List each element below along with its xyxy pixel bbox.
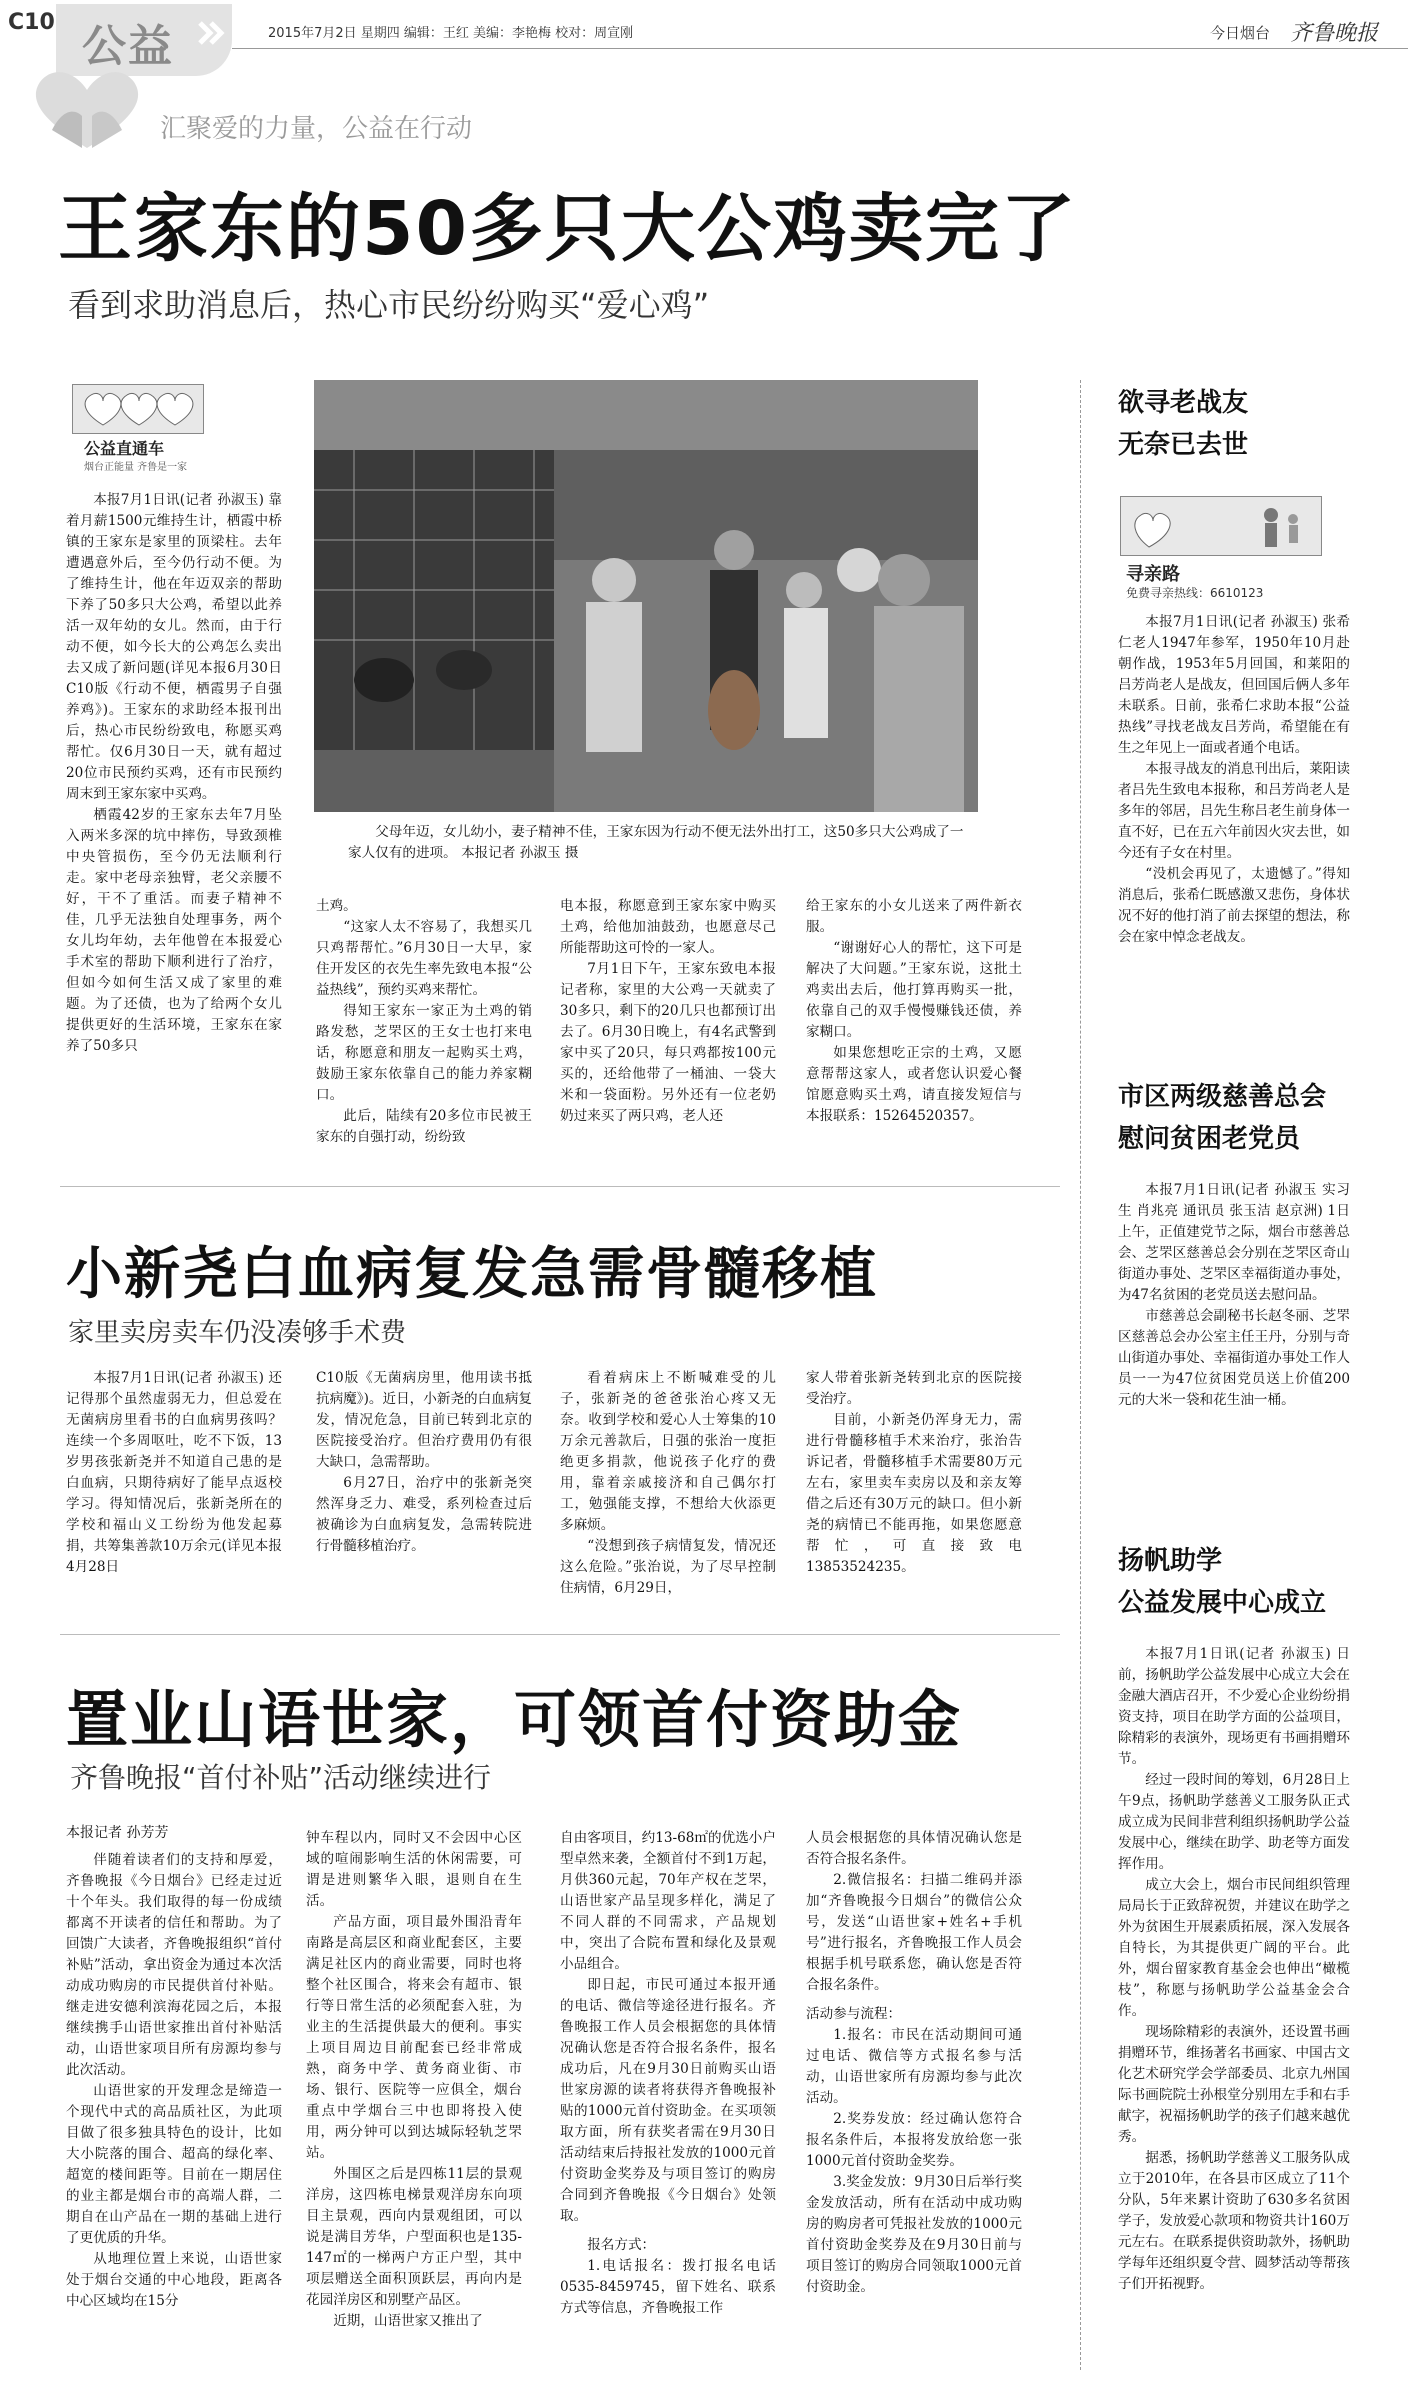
sidebar3-p2: 经过一段时间的筹划，6月28日上午9点，扬帆助学慈善义工服务队正式成立成为民间非营利组织扬帆助学公益发展中心，继续在助学、助老等方面发挥作用。 — [1118, 1772, 1350, 1872]
article2-subtitle: 家里卖房卖车仍没凑够手术费 — [68, 1318, 407, 1348]
article2-col4-start: 家人带着张新尧转到北京的医院接受治疗。 — [806, 1370, 1022, 1407]
article1-col4 — [806, 896, 1022, 1127]
sidebar3-p4: 现场除精彩的表演外，还设置书画捐赠环节，维扬著名书画家、中国古文化艺术研究学会学部委员、北京九州国际书画院院士孙根堂分别用左手和右手献字，祝福扬帆助学的孩子们越来越优秀。 — [1118, 2024, 1350, 2145]
sidebar3-title2: 公益发展中心成立 — [1118, 1588, 1327, 1618]
article1-title: 王家东的50多只大公鸡卖完了 — [58, 186, 1077, 272]
article1-col2-quote: “这家人太不容易了，我想买几只鸡帮帮忙。”6月30日一大早，家住开发区的衣先生率先致电本报“公益热线”，预约买鸡来帮忙。 — [316, 919, 532, 998]
heart-chain-icon — [73, 385, 203, 433]
article3-lead: 伴随着读者们的支持和厚爱，齐鲁晚报《今日烟台》已经走过近十个年头。我们取得的每一份成绩都离不开读者的信任和帮助。为了回馈广大读者，齐鲁晚报组织“首付补贴”活动，拿出资金为通过本次活动成功购房的市民提供首付补贴。继走进安德利滨海花园之后，本报继续携手山语世家推出首付补贴活动，山语世家项目所有房源均参与此次活动。 — [66, 1852, 282, 2078]
article3-col3-start: 自由客项目，约13-68㎡的优选小户型卓然来袭，全额首付不到1万起，月供360元起，70年产权在芝罘，山语世家产品呈现多样化，满足了不同人群的不同需求，产品规划中，突出了合院布置和绿化及景观小品组合。 — [560, 1830, 776, 1972]
sidebar1-p2: 本报寻战友的消息刊出后，莱阳读者吕先生致电本报称，和吕芳尚老人是多年的邻居，吕先生称吕老生前身体一直不好，已在五六年前因火灾去世，如今还有子女在村里。 — [1118, 761, 1350, 861]
article2-col2-p: 6月27日，治疗中的张新尧突然浑身乏力、难受，系列检查过后被确诊为白血病复发，急需转院进行骨髓移植治疗。 — [316, 1475, 532, 1554]
article1-col4-contact: 如果您想吃正宗的土鸡，又愿意帮帮这家人，或者您认识爱心餐馆愿意购买土鸡，请直接发短信与本报联系：15264520357。 — [806, 1045, 1022, 1124]
article2-bottom-rule — [60, 1634, 1060, 1635]
article1-col4-quote: “谢谢好心人的帮忙，这下可是解决了大问题。”王家东说，这批土鸡卖出去后，他打算再购买一批，依靠自己的双手慢慢赚钱还债，养家糊口。 — [806, 940, 1022, 1040]
article3-col4-step3: 3.奖金发放：9月30日后举行奖金发放活动，所有在活动中成功购房的购房者可凭报社发放的1000元首付资助金奖券及在9月30日前与项目签订的购房合同领取1000元首付资助金。 — [806, 2174, 1022, 2295]
column-logo-box — [72, 384, 204, 434]
article3-col2-end: 近期，山语世家又推出了 — [333, 2313, 483, 2329]
sidebar1-logo-title: 寻亲路 — [1126, 564, 1180, 585]
article3-title: 置业山语世家，可领首付资助金 — [66, 1683, 963, 1756]
article3-col3-p: 即日起，市民可通过本报开通的电话、微信等途径进行报名。齐鲁晚报工作人员会根据您的具体情况确认您是否符合报名条件，报名成功后，凡在9月30日前购买山语世家房源的读者将获得齐鲁晚报补贴的1000元首付资助金。在买项领取方面，所有获奖者需在9月30日活动结束后持报社发放的1000元首付资助金奖券及与项目签订的购房合同到齐鲁晚报《今日烟台》处领取。 — [560, 1977, 776, 2224]
chicken-photo — [314, 380, 978, 812]
article3-col4-step2: 2.奖券发放：经过确认您符合报名条件后，本报将发放给您一张1000元首付资助金奖券。 — [806, 2111, 1022, 2169]
column-logo-sub: 烟台正能量 齐鲁是一家 — [84, 462, 188, 473]
article1-col3 — [560, 896, 776, 1127]
article2-col4 — [806, 1368, 1022, 1578]
article3-col4-step1: 1.报名：市民在活动期间可通过电话、微信等方式报名参与活动，山语世家所有房源均参与此次活动。 — [806, 2027, 1022, 2106]
family-icon — [1121, 497, 1321, 555]
article2-lead: 本报7月1日讯(记者 孙淑玉) 还记得那个虽然虚弱无力，但总爱在无菌病房里看书的白血病男孩吗？连续一个多周呕吐，吃不下饭，13岁男孩张新尧并不知道自己患的是白血病，只期待病好了能早点返校学习。得知情况后，张新尧所在的学校和福山义工纷纷为他发起募捐，共筹集善款10万余元(详见本报4月28日 — [66, 1370, 282, 1575]
edition-label: 今日烟台 — [1210, 24, 1271, 42]
article1-para: 栖霞42岁的王家东去年7月坠入两米多深的坑中摔伤，导致颈椎中央管损伤，至今仍无法顺利行走。家中老母亲独臂，老父亲腰不好，干不了重活。而妻子精神不佳，几乎无法独自处理事务，两个女儿均年幼，去年他曾在本报爱心手术室的帮助下顺利进行了治疗，但如今如何生活又成了家里的难题。为了还债，也为了给两个女儿提供更好的生活环境，王家东在家养了50多只 — [66, 807, 282, 1054]
article1-bottom-rule — [60, 1186, 1060, 1187]
article3-col3-item: 1.电话报名：拨打报名电话0535-8459745，留下姓名、联系方式等信息，齐鲁晚报工作 — [560, 2258, 776, 2316]
paper-logo: 齐鲁晚报 — [1290, 21, 1379, 46]
sidebar3-title1: 扬帆助学 — [1118, 1546, 1223, 1576]
sidebar1-title2: 无奈已去世 — [1118, 430, 1249, 460]
article1-col2 — [316, 896, 532, 1148]
sidebar1-body — [1118, 612, 1350, 948]
article2-col3-start: 看着病床上不断喊难受的儿子，张新尧的爸爸张治心疼又无奈。收到学校和爱心人士筹集的10万余元善款后，日强的张治一度拒绝更多捐款，他说孩子化疗的费用，靠着亲戚接济和自己偶尔打工，勉强能支撑，不想给大伙添更多麻烦。 — [560, 1370, 776, 1533]
header-rule — [232, 48, 1408, 49]
article3-para: 山语世家的开发理念是缔造一个现代中式的高品质社区，为此项目做了很多独具特色的设计，比如大小院落的围合、超高的绿化率、超宽的楼间距等。目前在一期居住的业主都是烟台市的高端人群，二期自在山产品在一期的基础上进行了更优质的升华。 — [66, 2083, 282, 2246]
sidebar2-p2: 市慈善总会副秘书长赵冬丽、芝罘区慈善总会办公室主任王丹，分别与奇山街道办事处、幸福街道办事处工作人员一一为47位贫困党员送上价值200元的大米一袋和花生油一桶。 — [1118, 1308, 1350, 1408]
article3-col4-flow: 活动参与流程： — [806, 2006, 902, 2022]
article2-title: 小新尧白血病复发急需骨髓移植 — [66, 1242, 878, 1307]
article1-col2-end: 此后，陆续有20多位市民被王家东的自强打动，纷纷致 — [316, 1108, 532, 1145]
article1-col2-start: 土鸡。 — [316, 898, 357, 914]
article3-col2 — [306, 1828, 522, 2332]
chevron-icon — [196, 20, 226, 50]
article3-col4-wechat: 2.微信报名：扫描二维码并添加“齐鲁晚报今日烟台”的微信公众号，发送“山语世家+姓名+手机号”进行报名，齐鲁晚报工作人员会根据手机号联系您，确认您是否符合报名条件。 — [806, 1872, 1022, 1993]
sidebar1-hotline: 免费寻亲热线：6610123 — [1126, 586, 1264, 600]
sidebar1-p1: 本报7月1日讯(记者 孙淑玉) 张希仁老人1947年参军，1950年10月赴朝作战，1953年5月回国，和莱阳的吕芳尚老人是战友，但回国后俩人多年未联系。日前，张希仁求助本报“公益热线”寻找老战友吕芳尚，希望能在有生之年见上一面或者通个电话。 — [1118, 614, 1350, 756]
sidebar3-p3: 成立大会上，烟台市民间组织管理局局长于正致辞祝贺，并建议在助学之外为贫困生开展素质拓展，深入发展各自特长，为其提供更广阔的平台。此外，烟台留家教育基金会也伸出“橄榄枝”，称愿与扬帆助学公益基金会合作。 — [1118, 1877, 1350, 2019]
sidebar2-title1: 市区两级慈善总会 — [1118, 1082, 1327, 1112]
article1-col4-start: 给王家东的小女儿送来了两件新衣服。 — [806, 898, 1022, 935]
sidebar1-title1: 欲寻老战友 — [1118, 388, 1249, 418]
article3-byline: 本报记者 孙芳芳 — [66, 1825, 169, 1841]
article3-col1 — [66, 1850, 282, 2312]
heart-hands-icon — [22, 60, 152, 160]
article3-col2-p: 产品方面，项目最外围沿青年南路是高层区和商业配套区，主要满足社区内的商业需要，同时也将整个社区围合，将来会有超市、银行等日常生活的必须配套入驻，为业主的生活提供最大的便利。事实上项目周边目前配套已经非常成熟，商务中学、黄务商业街、市场、银行、医院等一应俱全，烟台重点中学烟台三中也即将投入使用，两分钟可以到达城际轻轨芝罘站。 — [306, 1914, 522, 2161]
article1-col3-start: 电本报，称愿意到王家东家中购买土鸡，给他加油鼓劲，也愿意尽己所能帮助这可怜的一家人。 — [560, 898, 776, 956]
article1-col3-p: 7月1日下午，王家东致电本报记者称，家里的大公鸡一天就卖了30多只，剩下的20几只也都预订出去了。6月30日晚上，有4名武警到家中买了20只，每只鸡都按100元买的，还给他带了一桶油、一袋大米和一袋面粉。另外还有一位老奶奶过来买了两只鸡，老人还 — [560, 961, 776, 1124]
article3-col3-label: 报名方式： — [587, 2237, 656, 2253]
sidebar3-p5: 据悉，扬帆助学慈善义工服务队成立于2010年，在各县市区成立了11个分队，5年来累计资助了630多名贫困学子，发放爱心款项和物资共计160万元左右。在联系提供资助款外，扬帆助学每年还组织夏令营、圆梦活动等帮孩子们开拓视野。 — [1118, 2150, 1350, 2292]
sidebar2-p1: 本报7月1日讯(记者 孙淑玉 实习生 肖兆亮 通讯员 张玉洁 赵京洲) 1日上午，正值建党节之际，烟台市慈善总会、芝罘区慈善总会分别在芝罘区奇山街道办事处、芝罘区幸福街道办事处，为47名贫困的老党员送去慰问品。 — [1118, 1182, 1350, 1303]
article2-col2 — [316, 1368, 532, 1557]
sidebar1-p3: “没机会再见了，太遗憾了。”得知消息后，张希仁既感激又悲伤，身体状况不好的他打消了前去探望的想法，称会在家中悼念老战友。 — [1118, 866, 1350, 945]
article3-col3 — [560, 1828, 776, 2319]
article3-col2-start: 钟车程以内，同时又不会因中心区域的喧闹影响生活的休闲需要，可谓是进则繁华入眼，退则自在生活。 — [306, 1830, 522, 1909]
sidebar2-title2: 慰问贫困老党员 — [1118, 1124, 1301, 1154]
article3-col4 — [806, 1828, 1022, 2298]
photo-illustration — [314, 380, 978, 812]
article2-col2-start: C10版《无菌病房里，他用读书抵抗病魔》)。近日，小新尧的白血病复发，情况危急，目前已转到北京的医院接受治疗。但治疗费用仍有很大缺口，急需帮助。 — [316, 1370, 533, 1470]
article1-col2-p: 得知王家东一家正为土鸡的销路发愁，芝罘区的王女士也打来电话，称愿意和朋友一起购买土鸡，鼓励王家东依靠自己的能力养家糊口。 — [316, 1003, 532, 1103]
page-number: C10 — [8, 10, 55, 35]
sidebar1-logo-box — [1120, 496, 1322, 556]
article3-col2-p2: 外围区之后是四栋11层的景观洋房，这四栋电梯景观洋房东向项目主景观，西向内景观组团，可以说是满目芳华，户型面积也是135-147㎡的一梯两户方正户型，其中项层赠送全面积顶跃层，再向内是花园洋房区和别墅产品区。 — [306, 2166, 522, 2308]
column-logo-title: 公益直通车 — [84, 439, 165, 458]
sidebar3-p1: 本报7月1日讯(记者 孙淑玉) 日前，扬帆助学公益发展中心成立大会在金融大酒店召开，不少爱心企业纷纷捐资支持，项目在助学方面的公益项目，除精彩的表演外，现场更有书画捐赠环节。 — [1118, 1646, 1350, 1767]
article3-subtitle: 齐鲁晚报“首付补贴”活动继续进行 — [70, 1761, 492, 1794]
slogan: 汇聚爱的力量，公益在行动 — [160, 114, 473, 144]
article2-col4-p: 目前，小新尧仍浑身无力，需进行骨髓移植手术来治疗，张治告诉记者，骨髓移植手术需要80万元左右，家里卖车卖房以及和亲友筹借之后还有30万元的缺口。但小新尧的病情已不能再拖，如果您愿意帮忙，可直接致电13853524235。 — [806, 1412, 1022, 1575]
article2-col3 — [560, 1368, 776, 1599]
section-title: 公益 — [82, 21, 174, 72]
sidebar-divider — [1080, 380, 1081, 2370]
article3-col4-start: 人员会根据您的具体情况确认您是否符合报名条件。 — [806, 1830, 1022, 1867]
article1-lead: 本报7月1日讯(记者 孙淑玉) 靠着月薪1500元维持生计，栖霞中桥镇的王家东是家里的顶梁柱。去年遭遇意外后，至今仍行动不便。为了维持生计，他在年迈双亲的帮助下养了50多只大公鸡，希望以此养活一双年幼的女儿。然而，由于行动不便，如今长大的公鸡怎么卖出去又成了新问题(详见本报6月30日C10版《行动不便，栖霞男子自强养鸡》)。王家东的求助经本报刊出后，热心市民纷纷致电，称愿买鸡帮忙。仅6月30日一天，就有超过20位市民预约买鸡，还有市民预约周末到王家东家中买鸡。 — [66, 492, 282, 802]
article1-subtitle: 看到求助消息后，热心市民纷纷购买“爱心鸡” — [68, 286, 710, 324]
sidebar3-body — [1118, 1644, 1350, 2295]
article3-para2: 从地理位置上来说，山语世家处于烟台交通的中心地段，距离各中心区域均在15分 — [66, 2251, 282, 2309]
sidebar2-body — [1118, 1180, 1350, 1411]
article2-col1 — [66, 1368, 282, 1578]
article1-col1 — [66, 490, 282, 1057]
date-editor-line: 2015年7月2日 星期四 编辑：王红 美编：李艳梅 校对：周宣刚 — [268, 26, 634, 41]
photo-caption: 父母年迈，女儿幼小，妻子精神不佳，王家东因为行动不便无法外出打工，这50多只大公鸡成了一家人仅有的进项。 本报记者 孙淑玉 摄 — [348, 824, 964, 861]
article2-col3-quote: “没想到孩子病情复发，情况还这么危险。”张治说，为了尽早控制住病情，6月29日， — [560, 1538, 776, 1596]
